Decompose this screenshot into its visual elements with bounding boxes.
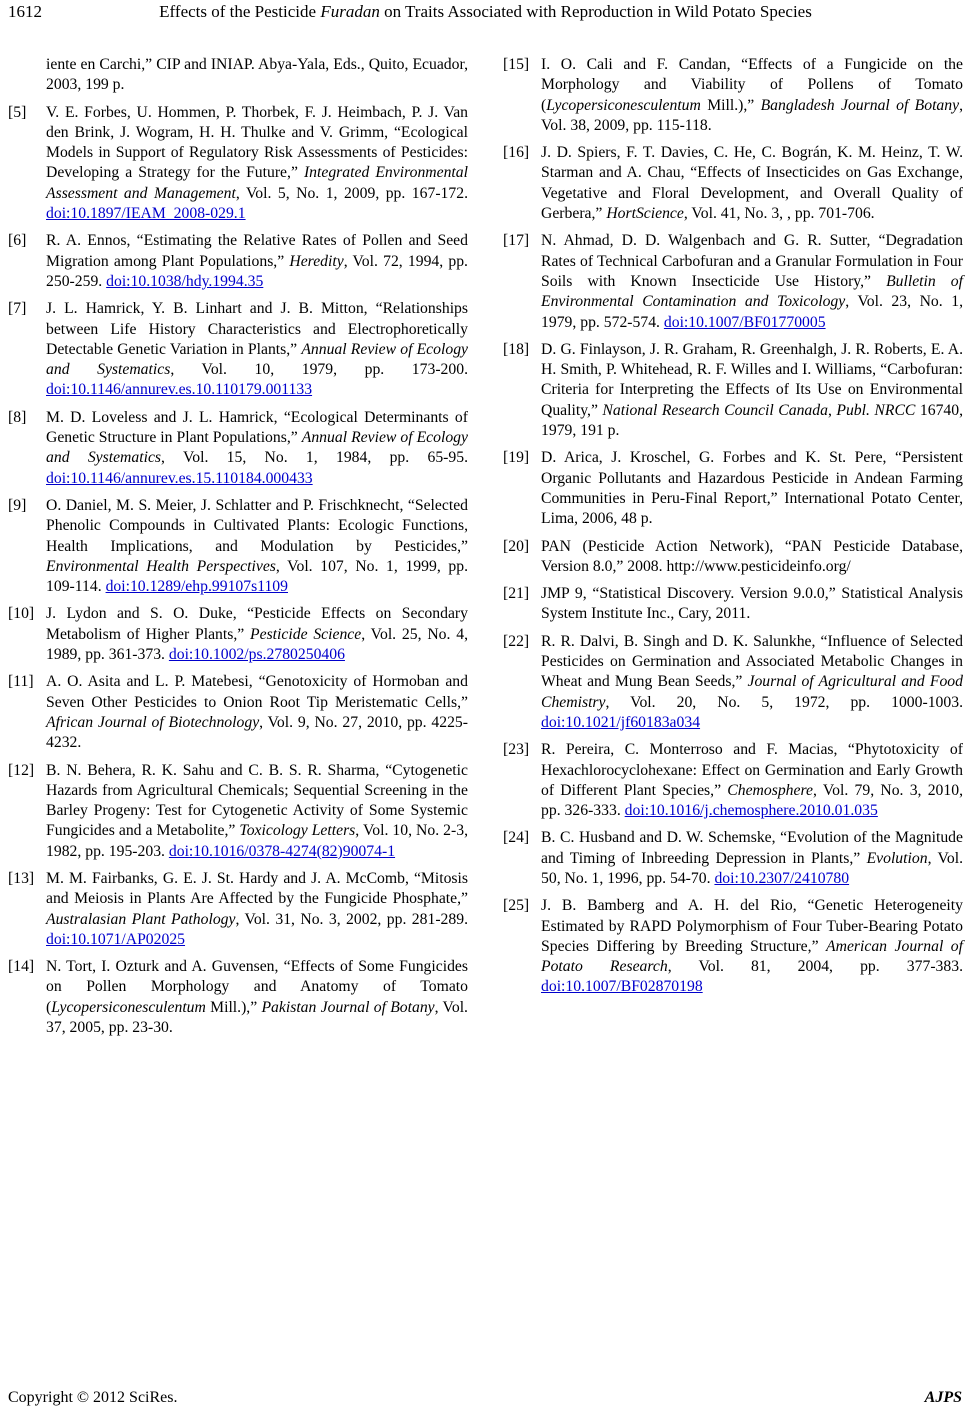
reference-item bbox=[8, 761, 468, 862]
doi-link[interactable]: doi:10.1016/j.chemosphere.2010.01.035 bbox=[624, 802, 878, 820]
reference-number: [8] bbox=[8, 408, 27, 426]
italic-text-run: Toxicology Letters bbox=[239, 822, 356, 840]
italic-text-run: Heredity bbox=[289, 252, 344, 270]
text-run: , Vol. 107, No. 1, 1999, pp. 109-114. bbox=[46, 557, 469, 596]
page-header bbox=[8, 2, 963, 22]
reference-item bbox=[8, 231, 468, 292]
running-title bbox=[8, 2, 963, 22]
text-run: , Vol. 23, No. 1, 1979, pp. 572-574. bbox=[541, 293, 963, 331]
reference-item bbox=[8, 869, 468, 950]
text-run: J. L. Hamrick, Y. B. Linhart and J. B. Mitton, “Relationships between Life History Characteristics and Electrophoretically Detectable Genetic Variation in Plants,” bbox=[46, 300, 468, 358]
text-run: , Vol. 20, No. 5, 1972, pp. 1000-1003. bbox=[605, 693, 963, 711]
reference-item bbox=[8, 604, 468, 665]
italic-text-run: Pakistan Journal of Botany bbox=[261, 998, 435, 1016]
reference-text bbox=[46, 496, 468, 597]
text-run: V. E. Forbes, U. Hommen, P. Thorbek, F. J. Heimbach, P. J. Van den Brink, J. Wogram, H. H. Thulke and V. Grimm, “Ecological Models in Support of Regulatory Risk Assessments of Pesticides: Developing a Strategy for the Future,” bbox=[46, 103, 468, 182]
doi-link[interactable]: doi:10.1016/0378-4274(82)90074-1 bbox=[168, 842, 396, 860]
reference-number: [14] bbox=[8, 958, 35, 976]
text-run: 16740, 1979, 191 p. bbox=[541, 401, 964, 440]
text-run: , Vol. 41, No. 3, , pp. 701-706. bbox=[683, 205, 875, 223]
reference-item bbox=[503, 55, 963, 136]
text-run: , bbox=[827, 401, 837, 419]
italic-text-run: HortScience bbox=[606, 205, 684, 223]
reference-number: [23] bbox=[503, 741, 530, 759]
reference-item bbox=[8, 408, 468, 489]
text-run: , Vol. 31, No. 3, 2002, pp. 281-289. bbox=[235, 910, 468, 928]
italic-text-run: Bangladesh Journal of Botany bbox=[760, 96, 960, 114]
text-run: iente en Carchi,” CIP and INIAP. Abya-Yala, Eds., Quito, Ecuador, 2003, 199 p. bbox=[46, 56, 468, 94]
doi-link[interactable]: doi:10.1038/hdy.1994.35 bbox=[106, 272, 264, 290]
reference-text bbox=[541, 340, 963, 441]
reference-item bbox=[503, 584, 963, 625]
reference-item bbox=[503, 231, 963, 332]
italic-text-run: Australasian Plant Pathology bbox=[46, 910, 236, 928]
text-run: J. D. Spiers, F. T. Davies, C. He, C. Bográn, K. M. Heinz, T. W. Starman and A. Chau, “Effects of Insecticides on Gas Exchange, Vegetative and Floral Development, and Overall Quality of Gerbera,” bbox=[541, 144, 963, 223]
reference-number: [13] bbox=[8, 869, 35, 887]
reference-number: [20] bbox=[503, 537, 530, 555]
text-run: B. C. Husband and D. W. Schemske, “Evolution of the Magnitude and Timing of Inbreeding Depression in Plants,” bbox=[541, 829, 963, 867]
text-run: , Vol. 15, No. 1, 1984, pp. 65-95. bbox=[161, 449, 468, 467]
reference-text bbox=[541, 584, 963, 625]
reference-text bbox=[46, 869, 468, 950]
reference-text bbox=[541, 828, 963, 889]
copyright-text: Copyright © 2012 SciRes. bbox=[8, 1389, 178, 1406]
text-run: PAN (Pesticide Action Network), “PAN Pesticide Database, Version 8.0,” 2008. http://www.pesticideinfo.org/ bbox=[541, 537, 963, 575]
doi-link[interactable]: doi:10.1002/ps.2780250406 bbox=[168, 646, 345, 664]
italic-text-run: Evolution bbox=[866, 849, 928, 867]
doi-link[interactable]: doi:10.1146/annurev.es.15.110184.000433 bbox=[46, 469, 313, 487]
italic-text-run: Pesticide Science bbox=[250, 625, 362, 643]
doi-link[interactable]: doi:10.2307/2410780 bbox=[714, 869, 850, 887]
text-run: Mill.),” bbox=[205, 998, 262, 1016]
text-run: R. R. Dalvi, B. Singh and D. K. Salunkhe, “Influence of Selected Pesticides on Germination and Associated Metabolic Changes in Wheat and Mung Bean Seeds,” bbox=[541, 632, 963, 691]
reference-item bbox=[8, 672, 468, 753]
text-run: D. Arica, J. Kroschel, G. Forbes and K. St. Pere, “Persistent Organic Pollutants and Hazardous Pesticide in Andean Farming Communities in Peru-Final Report,” International Potato Center, Lima, 2006, 48 p. bbox=[541, 449, 963, 528]
reference-number: [15] bbox=[503, 56, 530, 73]
reference-item bbox=[503, 740, 963, 821]
reference-item bbox=[503, 340, 963, 441]
text-run: , Vol. 25, No. 4, 1989, pp. 361-373. bbox=[46, 625, 468, 664]
text-run: , Vol. 38, 2009, pp. 115-118. bbox=[541, 96, 963, 134]
text-run: J. Lydon and S. O. Duke, “Pesticide Effects on Secondary Metabolism of Higher Plants,” bbox=[46, 605, 468, 643]
reference-text bbox=[46, 604, 468, 665]
reference-number: [16] bbox=[503, 144, 530, 162]
references-left-column bbox=[8, 55, 468, 1045]
text-run: M. D. Loveless and J. L. Hamrick, “Ecological Determinants of Genetic Structure in Plant Populations,” bbox=[46, 408, 468, 447]
italic-text-run: Annual Review of Ecology and Systematics bbox=[46, 429, 468, 467]
text-run: , Vol. 10, No. 2-3, 1982, pp. 195-203. bbox=[46, 822, 469, 860]
reference-number: [9] bbox=[8, 496, 27, 514]
reference-text bbox=[541, 448, 963, 529]
reference-number: [25] bbox=[503, 897, 530, 915]
reference-text bbox=[46, 957, 468, 1038]
doi-link[interactable]: doi:10.1071/AP02025 bbox=[46, 930, 186, 948]
italic-text-run: Annual Review of Ecology and Systematics bbox=[46, 340, 469, 379]
references-right-column bbox=[503, 55, 963, 1045]
reference-text bbox=[541, 143, 963, 224]
italic-text-run: Publ. NRCC bbox=[836, 401, 916, 419]
reference-item bbox=[503, 828, 963, 889]
doi-link[interactable]: doi:10.1897/IEAM_2008-029.1 bbox=[46, 205, 246, 223]
reference-item bbox=[503, 632, 963, 733]
text-run: , Vol. 81, 2004, pp. 377-383. bbox=[667, 958, 963, 976]
italic-text-run: National Research Council Canada bbox=[602, 401, 828, 419]
reference-text bbox=[46, 103, 468, 225]
reference-item bbox=[8, 496, 468, 597]
reference-text bbox=[541, 740, 963, 821]
text-run: D. G. Finlayson, J. R. Graham, R. Greenhalgh, J. R. Roberts, E. A. H. Smith, P. Whitehead, R. F. Willes and I. Williams, “Carbofuran: Criteria for Interpreting the Effects of Its Use on Environmental Quality,” bbox=[541, 340, 963, 419]
reference-item bbox=[503, 448, 963, 529]
text-run: R. A. Ennos, “Estimating the Relative Rates of Pollen and Seed Migration among Plant Populations,” bbox=[46, 232, 468, 270]
italic-text-run: American Journal of Potato Research bbox=[541, 937, 963, 976]
page-number: 1612 bbox=[8, 2, 42, 21]
doi-link[interactable]: doi:10.1007/BF01770005 bbox=[663, 313, 826, 331]
reference-number: [19] bbox=[503, 449, 530, 467]
reference-number: [10] bbox=[8, 605, 35, 623]
text-run: I. O. Cali and F. Candan, “Effects of a Fungicide on the Morphology and Viability of Pollens of Tomato ( bbox=[541, 56, 963, 114]
reference-number: [11] bbox=[8, 673, 34, 691]
text-run: , Vol. 10, 1979, pp. 173-200. bbox=[170, 361, 468, 379]
text-run: O. Daniel, M. S. Meier, J. Schlatter and P. Frischknecht, “Selected Phenolic Compounds in Cultivated Plants: Ecologic Functions, Health Implications, and Modulation by Pesticides,” bbox=[46, 496, 468, 555]
reference-number: [6] bbox=[8, 232, 27, 250]
reference-item bbox=[8, 103, 468, 225]
reference-continuation bbox=[8, 55, 468, 96]
reference-text bbox=[46, 55, 468, 96]
reference-number: [12] bbox=[8, 761, 35, 779]
reference-text bbox=[46, 231, 468, 292]
reference-text bbox=[46, 408, 468, 489]
reference-item bbox=[503, 143, 963, 224]
text-run: , Vol. 9, No. 27, 2010, pp. 4225-4232. bbox=[46, 713, 468, 752]
text-run: , Vol. 79, No. 3, 2010, pp. 326-333. bbox=[541, 781, 963, 820]
doi-link[interactable]: doi:10.1021/jf60183a034 bbox=[541, 713, 701, 731]
text-run: , Vol. 72, 1994, pp. 250-259. bbox=[46, 252, 468, 290]
text-run: , Vol. 5, No. 1, 2009, pp. 167-172. bbox=[235, 184, 469, 202]
italic-text-run: Environmental Health Perspectives bbox=[46, 557, 276, 575]
italic-text-run: Lycopersiconesculentum bbox=[546, 96, 701, 114]
italic-text-run: Bulletin of Environmental Contamination and Toxicology bbox=[541, 272, 963, 311]
reference-item bbox=[503, 896, 963, 997]
text-run: A. O. Asita and L. P. Matebesi, “Genotoxicity of Hormoban and Seven Other Pesticides to Onion Root Tip Meristematic Cells,” bbox=[46, 673, 468, 711]
doi-link[interactable]: doi:10.1007/BF02870198 bbox=[541, 978, 703, 996]
italic-text-run: Furadan bbox=[320, 2, 380, 21]
journal-abbrev: AJPS bbox=[924, 1389, 962, 1406]
reference-number: [18] bbox=[503, 340, 530, 358]
references-columns bbox=[8, 55, 963, 1045]
doi-link[interactable]: doi:10.1146/annurev.es.10.110179.001133 bbox=[46, 381, 313, 399]
italic-text-run: Journal of Agricultural and Food Chemistry bbox=[541, 673, 963, 711]
page-footer bbox=[8, 1389, 962, 1407]
text-run: R. Pereira, C. Monterroso and F. Macias, “Phytotoxicity of Hexachlorocyclohexane: Effect on Germination and Early Growth of Different Plant Species,” bbox=[541, 741, 963, 799]
reference-number: [5] bbox=[8, 103, 27, 121]
reference-item bbox=[8, 957, 468, 1038]
reference-text bbox=[541, 55, 963, 136]
reference-text bbox=[541, 632, 963, 733]
reference-number bbox=[8, 55, 46, 96]
text-run: Mill.),” bbox=[700, 96, 761, 114]
italic-text-run: Chemosphere bbox=[727, 781, 813, 799]
text-run: JMP 9, “Statistical Discovery. Version 9.0.0,” Statistical Analysis System Institute Inc., Cary, 2011. bbox=[541, 585, 963, 623]
reference-number: [24] bbox=[503, 829, 530, 847]
text-run: N. Tort, I. Ozturk and A. Guvensen, “Effects of Some Fungicides on Pollen Morphology and Anatomy of Tomato ( bbox=[46, 958, 468, 1016]
text-run: , Vol. 37, 2005, pp. 23-30. bbox=[46, 998, 468, 1037]
text-run: on Traits Associated with Reproduction in Wild Potato Species bbox=[379, 2, 812, 21]
reference-text bbox=[541, 896, 963, 997]
text-run: M. M. Fairbanks, G. E. J. St. Hardy and J. A. McComb, “Mitosis and Meiosis in Plants Are Affected by the Fungicide Phosphate,” bbox=[46, 869, 468, 908]
reference-number: [7] bbox=[8, 300, 27, 318]
reference-item bbox=[503, 537, 963, 578]
doi-link[interactable]: doi:10.1289/ehp.99107s1109 bbox=[105, 578, 288, 596]
italic-text-run: Lycopersiconesculentum bbox=[51, 998, 206, 1016]
italic-text-run: Integrated Environmental Assessment and Management bbox=[46, 164, 468, 202]
reference-number: [22] bbox=[503, 632, 530, 650]
reference-number: [17] bbox=[503, 232, 530, 250]
reference-text bbox=[46, 299, 468, 400]
reference-text bbox=[46, 672, 468, 753]
text-run: Effects of the Pesticide bbox=[159, 2, 321, 21]
reference-text bbox=[541, 231, 963, 332]
text-run: B. N. Behera, R. K. Sahu and C. B. S. R. Sharma, “Cytogenetic Hazards from Agricultural Chemicals; Sequential Screening in the Barley Progeny: Test for Cytogenetic Activity of Some Systemic Fungicides and a Metabolite,” bbox=[46, 761, 468, 840]
reference-item bbox=[8, 299, 468, 400]
reference-text bbox=[46, 761, 468, 862]
reference-number: [21] bbox=[503, 585, 530, 603]
text-run: J. B. Bamberg and A. H. del Rio, “Genetic Heterogeneity Estimated by RAPD Polymorphism of Four Tuber-Bearing Potato Species Differing by Breeding Structure,” bbox=[541, 897, 963, 955]
italic-text-run: African Journal of Biotechnology bbox=[46, 713, 260, 731]
reference-text bbox=[541, 537, 963, 578]
text-run: , Vol. 50, No. 1, 1996, pp. 54-70. bbox=[541, 849, 963, 887]
text-run: N. Ahmad, D. D. Walgenbach and G. R. Sutter, “Degradation Rates of Technical Carbofuran and a Granular Formulation in Four Soils with Known Insecticide Use History,” bbox=[541, 232, 963, 290]
